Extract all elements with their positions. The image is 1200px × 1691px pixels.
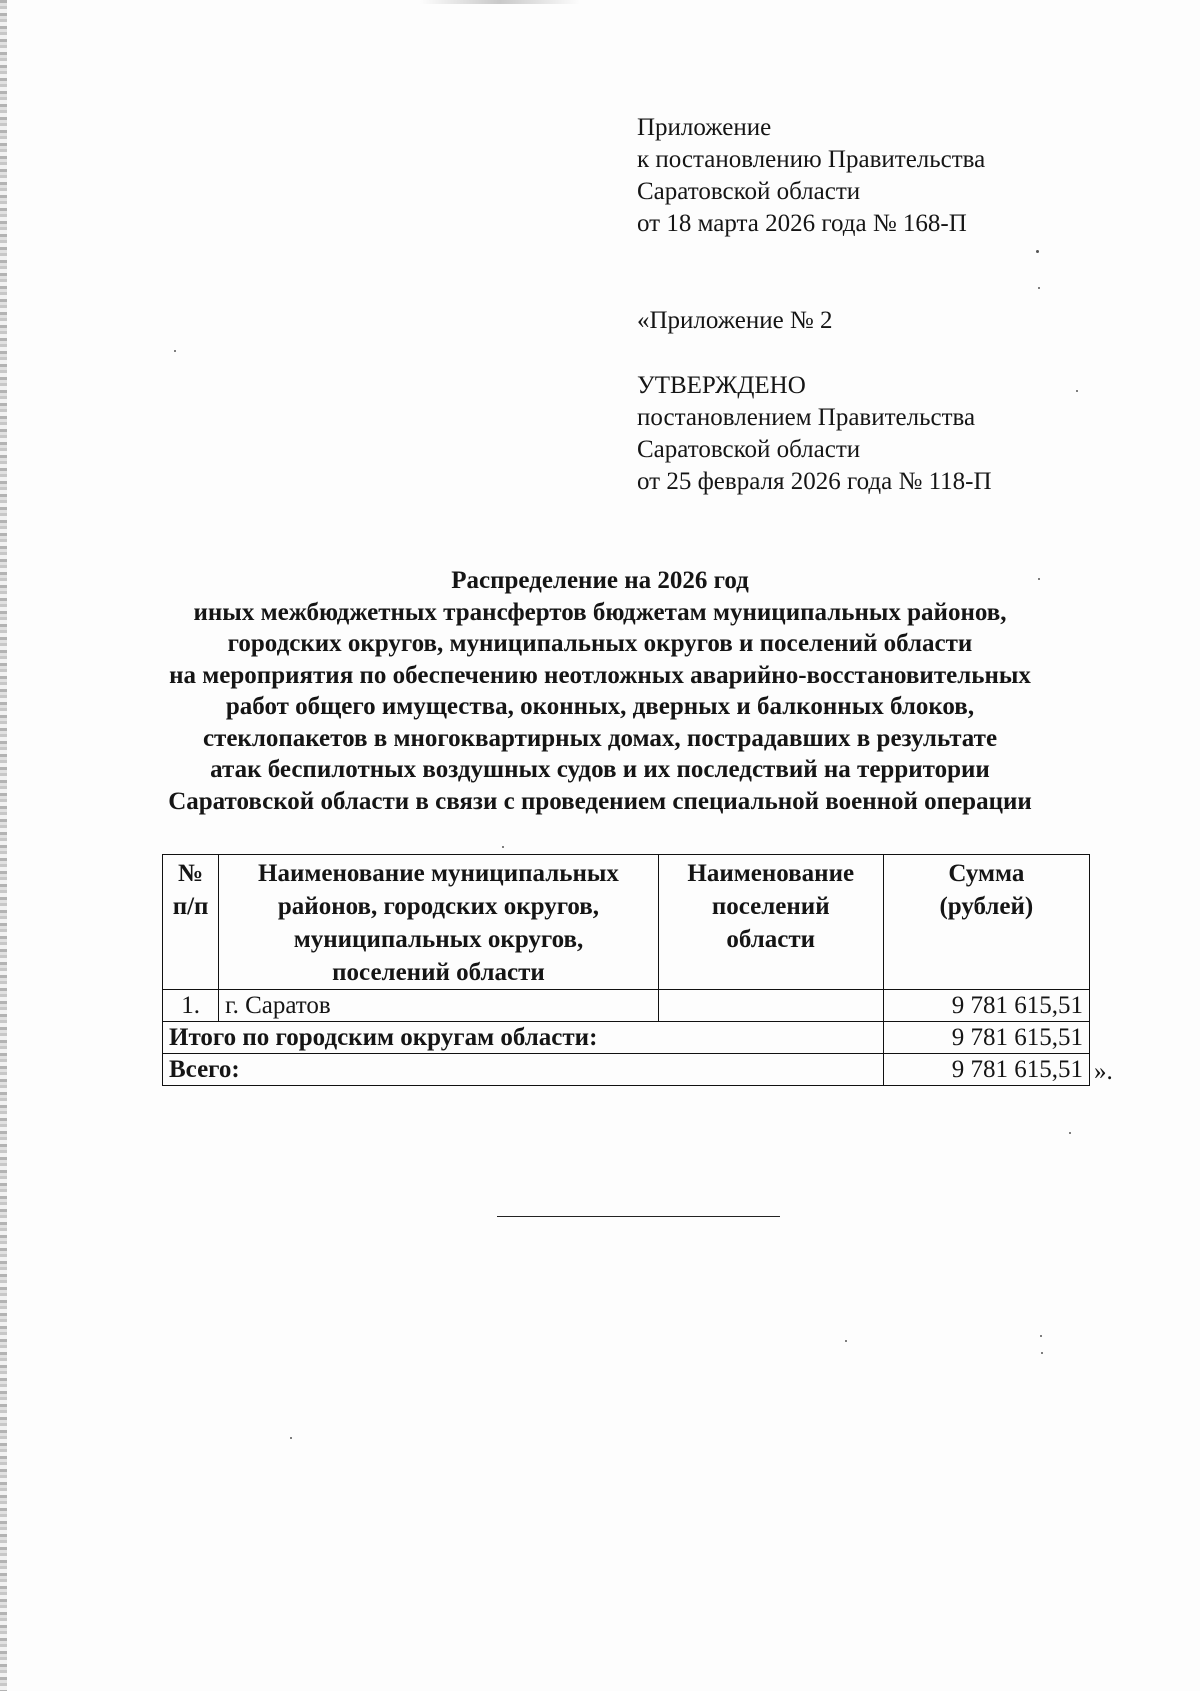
row-num: 1. [163,990,219,1022]
title-line: стеклопакетов в многоквартирных домах, пострадавших в результате [202,724,998,752]
row-settlement [658,990,883,1022]
header-sum-line: Сумма [948,860,1025,887]
annex2-header [637,305,1097,337]
header-settlement [658,855,883,990]
approved-header [637,370,1097,498]
header-num-line: № [178,860,204,887]
approved-line: УТВЕРЖДЕНО [637,372,806,399]
row-sum: 9 781 615,51 [883,990,1089,1022]
annex2-line: «Приложение № 2 [637,307,833,334]
total-label: Всего: [163,1054,884,1086]
approved-line: постановлением Правительства [637,404,976,431]
title-line: работ общего имущества, оконных, дверных и балконных блоков, [225,693,975,720]
table-header-row [163,855,1090,990]
document-title [130,565,1070,817]
header-num-line: п/п [172,893,209,920]
header-name-line: муниципальных округов, [293,926,584,953]
closing-quote: ». [1094,1058,1113,1085]
title-line: на мероприятия по обеспечению неотложных аварийно-восстановительных [169,661,1031,689]
scan-speck [174,350,176,352]
annex-line: от 18 марта 2026 года № 168-П [637,210,967,237]
title-line: Саратовской области в связи с проведением специальной военной операции [168,787,1032,815]
header-sum [883,855,1089,990]
annex-line: Саратовской области [637,178,861,205]
scan-speck [1069,1132,1071,1134]
annex-line: к постановлению Правительства [637,146,986,173]
header-num [163,855,219,990]
annex-header [637,112,1097,240]
title-line: городских округов, муниципальных округов и поселений области [227,630,973,657]
header-settlement-line: области [726,926,816,953]
header-settlement-line: Наименование [687,860,855,887]
scan-speck [1040,1335,1042,1337]
header-settlement-line: поселений [711,893,830,920]
scan-edge-artifact [0,0,7,1691]
table-row [163,990,1090,1022]
header-name-line: поселений области [332,959,545,986]
total-sum: 9 781 615,51 [883,1054,1089,1086]
scan-speck [502,846,504,848]
end-divider-line [497,1216,780,1217]
title-line: атак беспилотных воздушных судов и их последствий на территории [210,756,990,783]
scan-speck [1038,287,1040,289]
scan-speck [1036,250,1039,253]
title-line: Распределение на 2026 год [451,567,749,594]
header-sum-line: (рублей) [939,893,1034,920]
approved-line: от 25 февраля 2026 года № 118-П [637,468,992,495]
approved-line: Саратовской области [637,436,861,463]
subtotal-sum: 9 781 615,51 [883,1022,1089,1054]
scan-speck [290,1437,292,1439]
annex-line: Приложение [637,114,772,141]
header-name-line: районов, городских округов, [277,893,600,920]
row-name: г. Саратов [219,990,659,1022]
total-row [163,1054,1090,1086]
distribution-table [162,854,1090,1086]
subtotal-label: Итого по городским округам области: [163,1022,884,1054]
subtotal-row [163,1022,1090,1054]
header-name-line: Наименование муниципальных [258,860,619,887]
header-name [219,855,659,990]
scan-speck [845,1340,847,1342]
title-line: иных межбюджетных трансфертов бюджетам муниципальных районов, [193,598,1007,626]
scan-smudge [420,0,580,4]
scan-speck [1041,1352,1043,1354]
